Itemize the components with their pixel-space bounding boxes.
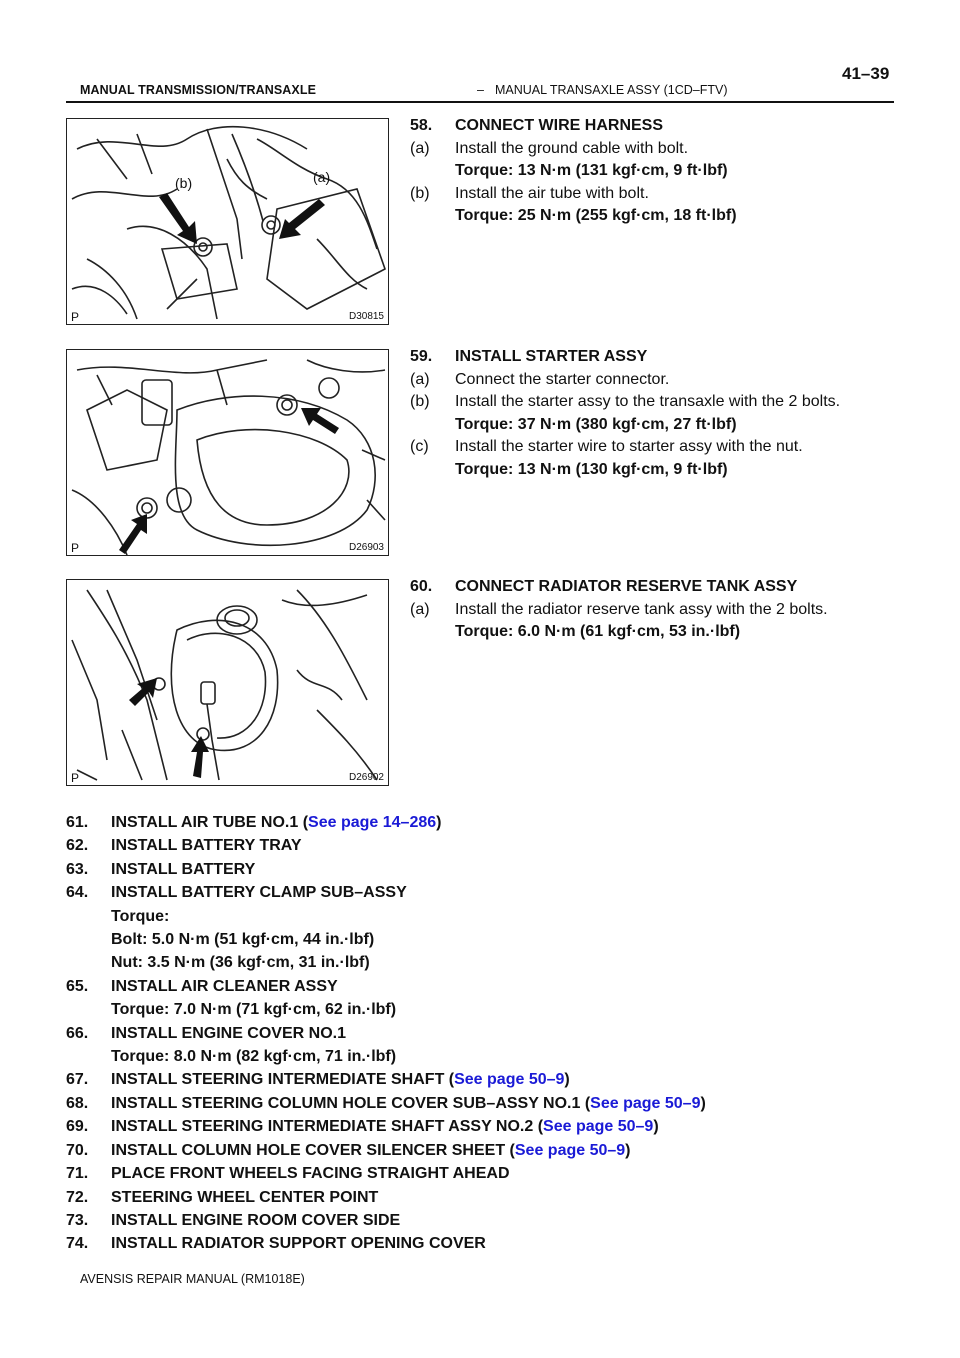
page-link[interactable]: See page 50–9 xyxy=(514,1141,626,1159)
list-item: 72. STEERING WHEEL CENTER POINT xyxy=(66,1188,379,1206)
arrow-b-icon xyxy=(159,193,197,244)
page-link[interactable]: See page 14–286 xyxy=(308,814,437,831)
reserve-tank-illustration xyxy=(67,580,389,786)
step-title: 58. CONNECT WIRE HARNESS xyxy=(410,117,664,134)
list-item: 70. INSTALL COLUMN HOLE COVER SILENCER SHEET ( See page 50–9 ) xyxy=(66,1139,926,1162)
figure-p-mark: P xyxy=(71,771,80,785)
step-59 xyxy=(410,346,930,481)
step-60 xyxy=(410,576,930,644)
torque-spec: Bolt: 5.0 N·m (51 kgf·cm, 44 in.·lbf) xyxy=(111,931,375,949)
header-subsection: MANUAL TRANSAXLE ASSY (1CD–FTV) xyxy=(495,83,728,97)
wire-harness-illustration xyxy=(67,119,389,325)
step-list xyxy=(66,811,926,1256)
figure-label-b: (b) xyxy=(175,175,193,191)
page-link[interactable]: See page 50–9 xyxy=(590,1094,701,1112)
arrow-bottom-icon xyxy=(191,736,209,778)
list-item: 73. INSTALL ENGINE ROOM COVER SIDE xyxy=(66,1211,401,1229)
page-number: 41–39 xyxy=(842,64,890,83)
figure-wire-harness xyxy=(66,118,389,325)
page-link[interactable]: See page 50–9 xyxy=(543,1118,654,1136)
list-item: 65. INSTALL AIR CLEANER ASSY xyxy=(66,977,338,995)
header-section: MANUAL TRANSMISSION/TRANSAXLE xyxy=(80,83,317,97)
substep: (b) Install the starter assy to the transaxle with the 2 bolts. xyxy=(410,393,841,410)
arrow-left-icon xyxy=(129,678,157,706)
list-item: 61. INSTALL AIR TUBE NO.1 ( See page 14–286 ) xyxy=(66,811,926,834)
step-58 xyxy=(410,115,930,228)
torque-spec: Torque: xyxy=(111,907,170,925)
header-separator: – xyxy=(477,83,484,97)
list-item: 67. INSTALL STEERING INTERMEDIATE SHAFT ( See page 50–9 ) xyxy=(66,1068,926,1091)
page-link[interactable]: See page 50–9 xyxy=(454,1071,565,1089)
list-item: 64. INSTALL BATTERY CLAMP SUB–ASSY xyxy=(66,884,407,902)
list-item: 63. INSTALL BATTERY xyxy=(66,860,256,878)
header-rule xyxy=(66,101,894,103)
arrow-a-icon xyxy=(279,199,325,239)
list-item: 71. PLACE FRONT WHEELS FACING STRAIGHT AHEAD xyxy=(66,1165,510,1183)
figure-p-mark: P xyxy=(71,310,80,324)
substep: (a) Install the ground cable with bolt. xyxy=(410,139,689,157)
list-item: 66. INSTALL ENGINE COVER NO.1 xyxy=(66,1024,346,1042)
list-item: 62. INSTALL BATTERY TRAY xyxy=(66,837,302,855)
list-item: 74. INSTALL RADIATOR SUPPORT OPENING COVER xyxy=(66,1235,486,1253)
torque-spec: Nut: 3.5 N·m (36 kgf·cm, 31 in.·lbf) xyxy=(111,954,370,972)
torque-spec: Torque: 13 N·m (131 kgf·cm, 9 ft·lbf) xyxy=(455,162,728,179)
torque-spec: Torque: 25 N·m (255 kgf·cm, 18 ft·lbf) xyxy=(455,207,737,224)
substep: (c) Install the starter wire to starter assy with the nut. xyxy=(410,438,803,455)
figure-code: D26902 xyxy=(348,772,384,783)
step-title: 60. CONNECT RADIATOR RESERVE TANK ASSY xyxy=(410,578,798,595)
substep: (a) Install the radiator reserve tank assy with the 2 bolts. xyxy=(410,600,828,618)
figure-label-a: (a) xyxy=(313,169,331,185)
substep: (a) Connect the starter connector. xyxy=(410,370,670,388)
figure-code: D26903 xyxy=(348,542,384,553)
figure-p-mark: P xyxy=(71,541,80,555)
torque-spec: Torque: 8.0 N·m (82 kgf·cm, 71 in.·lbf) xyxy=(111,1048,397,1066)
figure-starter xyxy=(66,349,389,556)
figure-reserve-tank xyxy=(66,579,389,786)
torque-spec: Torque: 7.0 N·m (71 kgf·cm, 62 in.·lbf) xyxy=(111,1001,397,1019)
footer-manual-title: AVENSIS REPAIR MANUAL (RM1018E) xyxy=(80,1272,305,1286)
list-item: 68. INSTALL STEERING COLUMN HOLE COVER SUB–ASSY NO.1 ( See page 50–9 ) xyxy=(66,1092,926,1115)
starter-illustration xyxy=(67,350,389,556)
list-item: 69. INSTALL STEERING INTERMEDIATE SHAFT ASSY NO.2 ( See page 50–9 ) xyxy=(66,1115,926,1138)
torque-spec: Torque: 6.0 N·m (61 kgf·cm, 53 in.·lbf) xyxy=(455,623,741,640)
step-title: 59. INSTALL STARTER ASSY xyxy=(410,348,648,365)
figure-code: D30815 xyxy=(348,311,384,322)
arrow-lower-icon xyxy=(119,514,147,554)
torque-spec: Torque: 13 N·m (130 kgf·cm, 9 ft·lbf) xyxy=(455,460,728,478)
torque-spec: Torque: 37 N·m (380 kgf·cm, 27 ft·lbf) xyxy=(455,415,737,433)
substep: (b) Install the air tube with bolt. xyxy=(410,184,649,202)
